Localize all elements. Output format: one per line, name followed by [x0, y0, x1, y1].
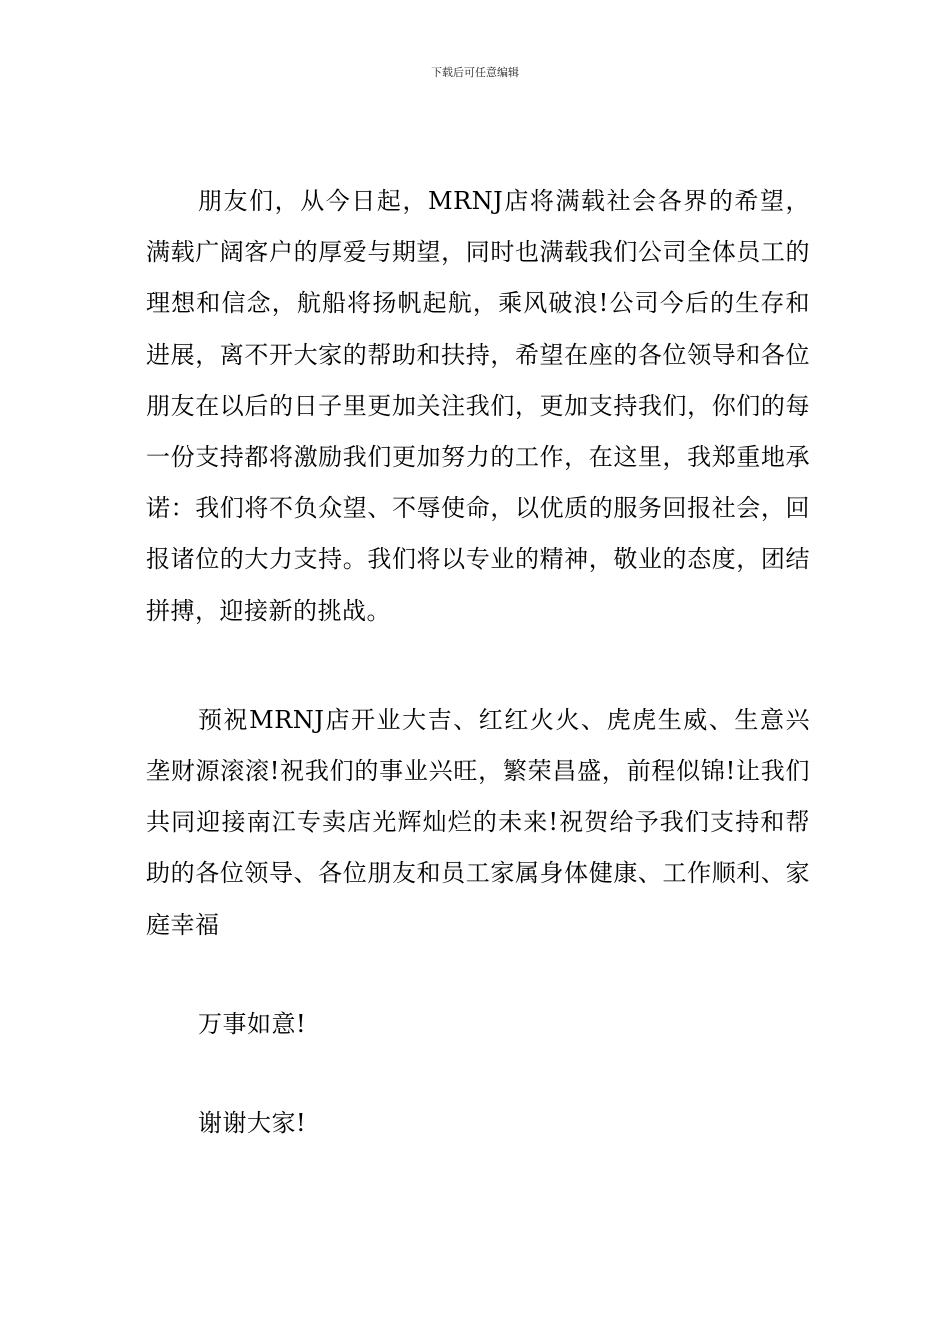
- paragraph-thanks: 谢谢大家!: [198, 1109, 307, 1138]
- page-header: 下载后可任意编辑: [431, 66, 519, 79]
- paragraph-closing-wish: 万事如意!: [198, 1009, 307, 1038]
- paragraph-spacer: [146, 1050, 810, 1098]
- document-body: [146, 176, 810, 1149]
- paragraph-spacer: [146, 951, 810, 999]
- paragraph-wishes: 预祝MRNJ店开业大吉、红红火火、虎虎生威、生意兴垄财源滚滚!祝我们的事业兴旺，繁荣昌盛，前程似锦!让我们共同迎接南江专卖店光辉灿烂的未来!祝贺给予我们支持和帮助的各位领导、各位朋友和员工家属身体健康、工作顺利、家庭幸福: [146, 705, 810, 939]
- paragraph-opening: 朋友们，从今日起，MRNJ店将满载社会各界的希望，满载广阔客户的厚爱与期望，同时也满载我们公司全体员工的理想和信念，航船将扬帆起航，乘风破浪!公司今后的生存和进展，离不开大家的帮助和扶持，希望在座的各位领导和各位朋友在以后的日子里更加关注我们，更加支持我们，你们的每一份支持都将激励我们更加努力的工作，在这里，我郑重地承诺：我们将不负众望、不辱使命，以优质的服务回报社会，回报诸位的大力支持。我们将以专业的精神，敬业的态度，团结拼搏，迎接新的挑战。: [146, 187, 810, 625]
- paragraph-spacer: [146, 637, 810, 695]
